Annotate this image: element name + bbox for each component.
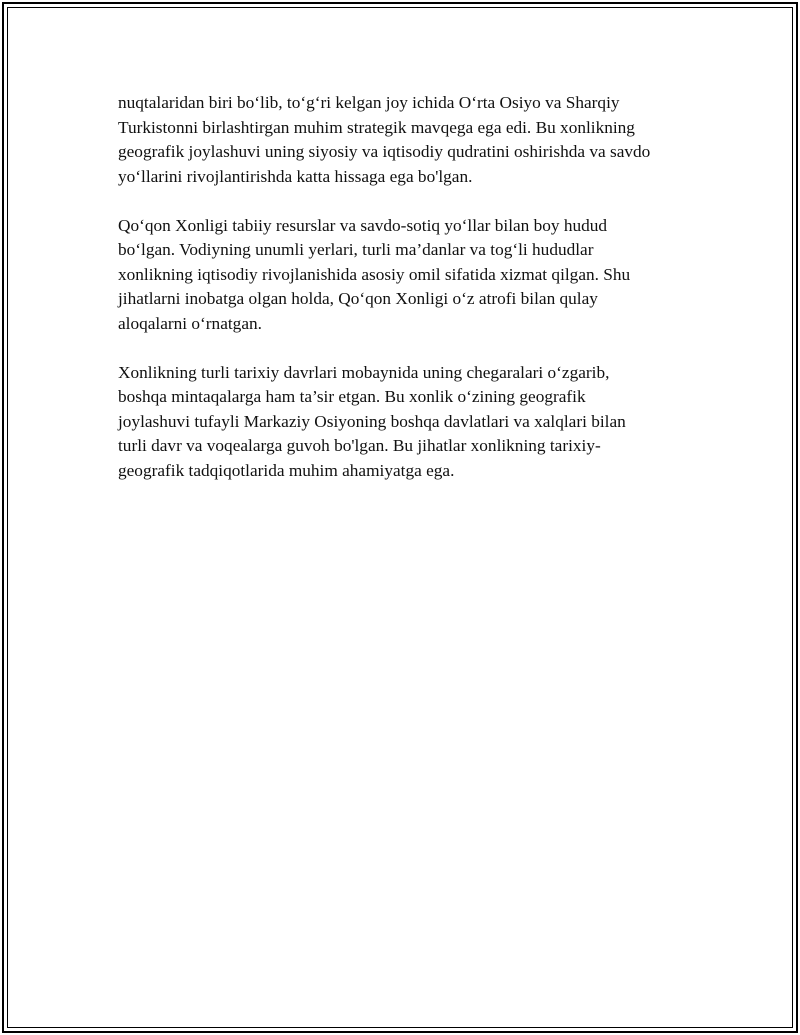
- paragraph-1: nuqtalaridan biri bo‘lib, to‘g‘ri kelgan joy ichida O‘rta Osiyo va Sharqiy Turkistonni birlashtirgan muhim strategik mavqega ega edi. Bu xonlikning geografik joylashuvi uning siyosiy va iqtisodiy qudratini oshirishda va savdo yo‘llarini rivojlantirishda katta hissaga ega bo'lgan.: [118, 93, 651, 186]
- document-body: [118, 91, 698, 508]
- paragraph-3: Xonlikning turli tarixiy davrlari mobaynida uning chegaralari o‘zgarib, boshqa mintaqalarga ham ta’sir etgan. Bu xonlik o‘zining geografik joylashuvi tufayli Markaziy Osiyoning boshqa davlatlari va xalqlari bilan turli davr va voqealarga guvoh bo'lgan. Bu jihatlar xonlikning tarixiy- geografik tadqiqotlarida muhim ahamiyatga ega.: [118, 362, 626, 480]
- paragraph-2: Qo‘qon Xonligi tabiiy resurslar va savdo-sotiq yo‘llar bilan boy hudud bo‘lgan. Vodiyning unumli yerlari, turli ma’danlar va tog‘li hududlar xonlikning iqtisodiy rivojlanishida asosiy omil sifatida xizmat qilgan. Shu jihatlarni inobatga olgan holda, Qo‘qon Xonligi o‘z atrofi bilan qulay aloqalarni o‘rnatgan.: [118, 215, 631, 333]
